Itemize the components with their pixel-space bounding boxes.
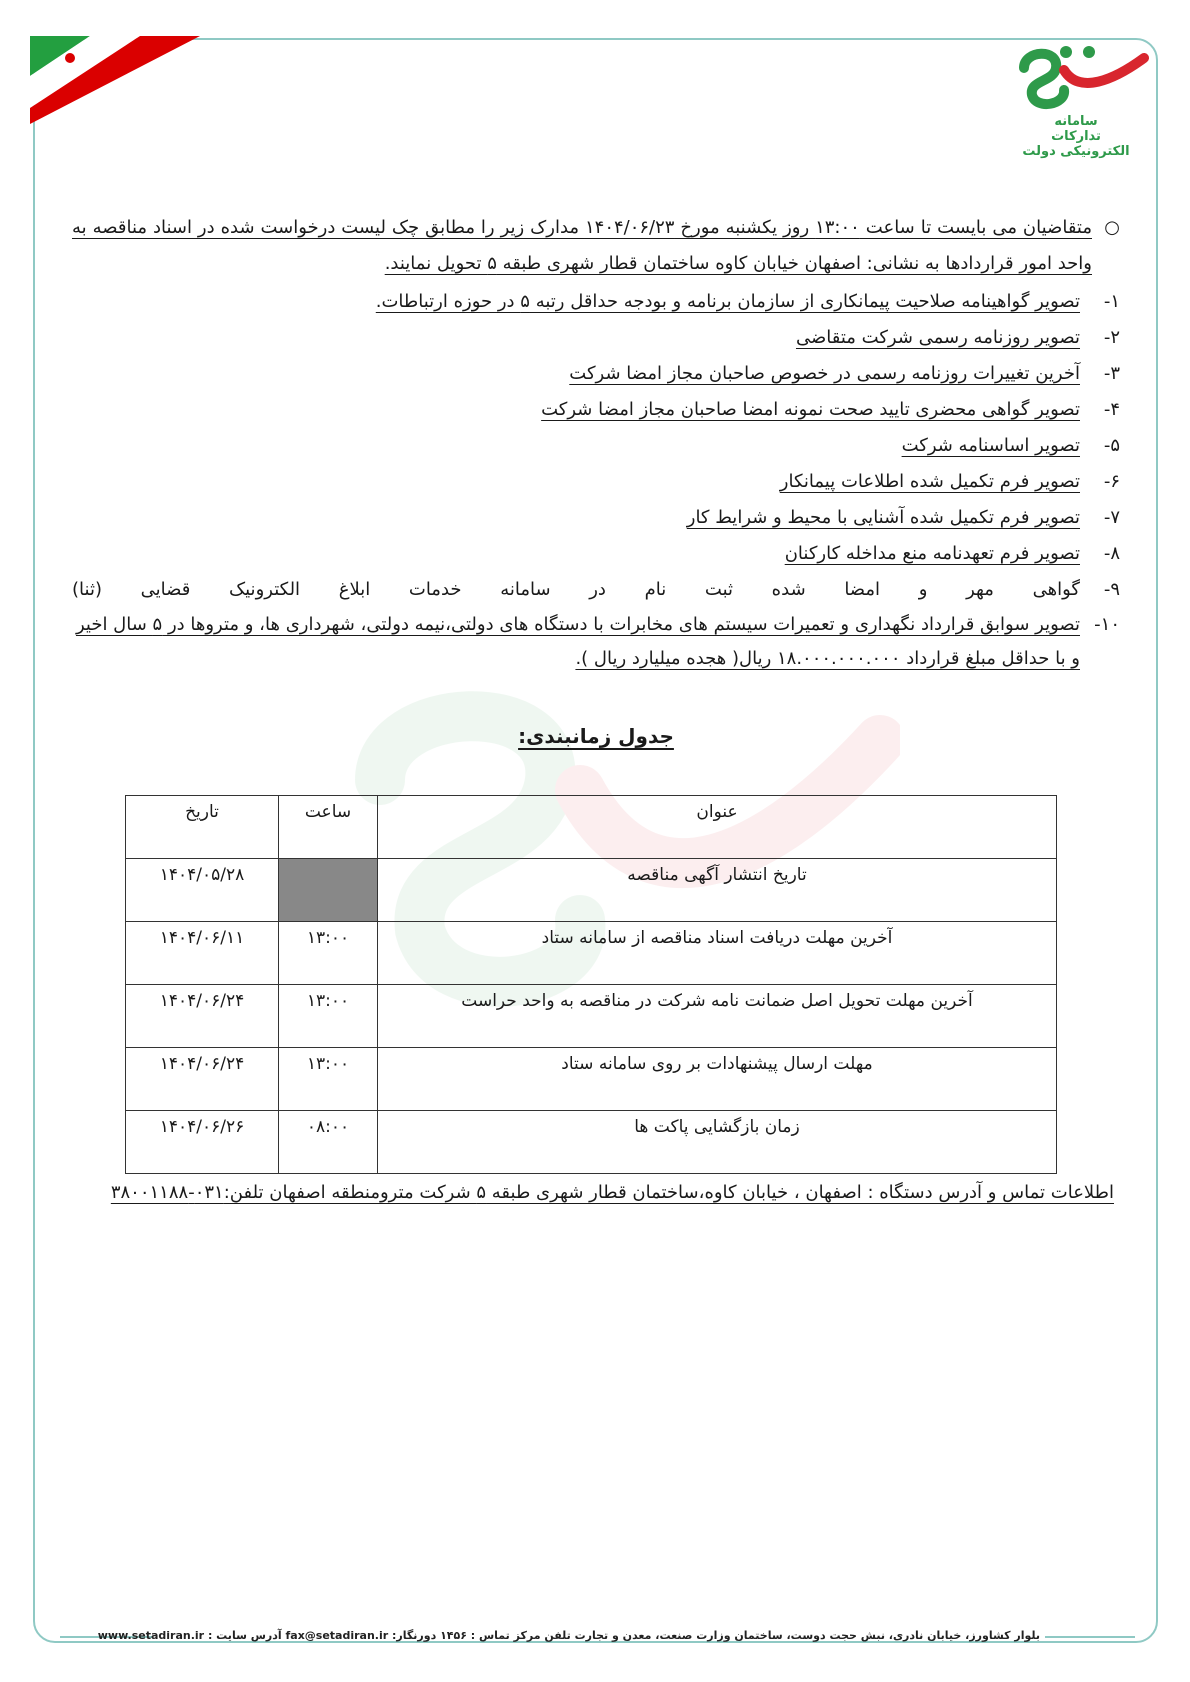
list-item: ۱- تصویر گواهینامه صلاحیت پیمانکاری از سازمان برنامه و بودجه حداقل رتبه ۵ در حوزه ارتباطات. [375,291,1120,312]
header-title: عنوان [378,796,1057,859]
list-item: ۶- تصویر فرم تکمیل شده اطلاعات پیمانکار [779,471,1120,492]
setad-logo [1004,40,1154,170]
svg-text:تدارکات: تدارکات [1051,129,1101,144]
list-item: ۴- تصویر گواهی محضری تایید صحت نمونه امضا صاحبان مجاز امضا شرکت [541,399,1120,420]
table-header-row [126,796,1057,859]
table-row: مهلت ارسال پیشنهادات بر روی سامانه ستاد ۱۳:۰۰ ۱۴۰۴/۰۶/۲۴ [126,1048,1057,1111]
header-time: ساعت [279,796,378,859]
footer-address: بلوار کشاورز، خیابان نادری، نبش حجت دوست، ساختمان وزارت صنعت، معدن و تجارت تلفن مرکز تماس : ۱۴۵۶ دورنگار: fax@setadiran.ir آدرس سایت : www.setadiran.ir [97,1629,1040,1642]
schedule-table [125,795,1057,1174]
iran-flag-icon [30,36,200,124]
svg-text:الکترونیکی دولت: الکترونیکی دولت [1022,144,1130,159]
table-row: آخرین مهلت تحویل اصل ضمانت نامه شرکت در مناقصه به واحد حراست ۱۳:۰۰ ۱۴۰۴/۰۶/۲۴ [126,985,1057,1048]
time-cell-empty [279,859,378,922]
list-item: ۵- تصویر اساسنامه شرکت [901,435,1120,456]
document-body [72,210,1120,756]
list-item: ۲- تصویر روزنامه رسمی شرکت متقاضی [795,327,1120,348]
list-item: ۹- گواهی مهر و امضا شده ثبت نام در سامانه خدمات ابلاغ الکترونیک قضایی (ثنا) [72,579,1120,600]
header-date: تاریخ [126,796,279,859]
documents-list [72,284,1120,676]
table-row: تاریخ انتشار آگهی مناقصه ۱۴۰۴/۰۵/۲۸ [126,859,1057,922]
list-item: ۱۰- تصویر سوابق قرارداد نگهداری و تعمیرات سیستم های مخابرات با دستگاه های دولتی،نیمه دولتی، شهرداری ها، و متروها در ۵ سال اخیر و با حداقل مبلغ قرارداد ۱۸.۰۰۰.۰۰۰.۰۰۰ ریال( هجده میلیارد ریال ). [75,614,1120,669]
table-row: زمان بازگشایی پاکت ها ۰۸:۰۰ ۱۴۰۴/۰۶/۲۶ [126,1111,1057,1174]
bullet-icon: ○ [1104,217,1120,238]
list-item: ۳- آخرین تغییرات روزنامه رسمی در خصوص صاحبان مجاز امضا شرکت [569,363,1120,384]
list-item: ۷- تصویر فرم تکمیل شده آشنایی با محیط و شرایط کار [686,507,1120,528]
intro-paragraph [72,210,1120,282]
svg-text:سامانه: سامانه [1054,114,1098,129]
schedule-title: جدول زمانبندی: [518,724,674,748]
footer-divider-right [1045,1636,1135,1638]
table-row: آخرین مهلت دریافت اسناد مناقصه از سامانه ستاد ۱۳:۰۰ ۱۴۰۴/۰۶/۱۱ [126,922,1057,985]
intro-text: متقاضیان می بایست تا ساعت ۱۳:۰۰ روز یکشنبه مورخ ۱۴۰۴/۰۶/۲۳ مدارک زیر را مطابق چک لیست درخواست شده در اسناد مناقصه به واحد امور قراردادها به نشانی: اصفهان خیابان کاوه ساختمان قطار شهری طبقه ۵ تحویل نمایند. [72,217,1092,274]
list-item: ۸- تصویر فرم تعهدنامه منع مداخله کارکنان [784,543,1120,564]
contact-info: اطلاعات تماس و آدرس دستگاه : اصفهان ، خیابان کاوه،ساختمان قطار شهری طبقه ۵ شرکت مترومنطقه اصفهان تلفن:۰۳۱-۳۸۰۰۱۱۸۸ [110,1182,1114,1203]
